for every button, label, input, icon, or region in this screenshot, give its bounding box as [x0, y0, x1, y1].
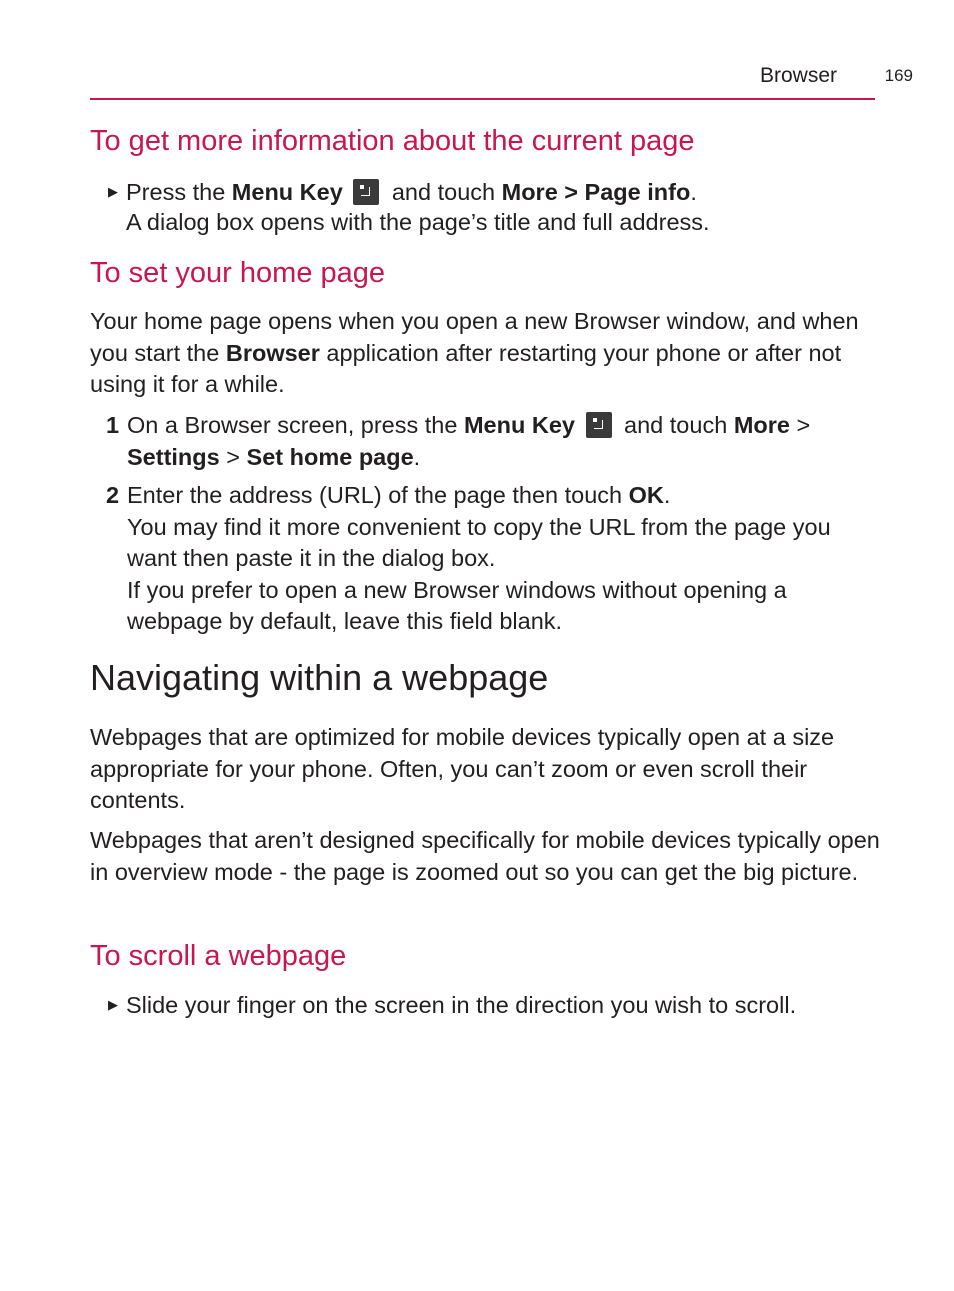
step-2-text: Enter the address (URL) of the page then touch OK. You may find it more convenient to copy the URL from the page you want then paste it in the dialog box. If you prefer to open a new Browser windows without opening a webpage by default, leave this field blank. [127, 482, 831, 634]
triangle-right-icon: ▶ [108, 184, 118, 199]
step-number: 1 [106, 412, 120, 438]
navigating-para-1: Webpages that are optimized for mobile devices typically open at a size appropriate for your phone. Often, you can’t zoom or even scroll their contents. [90, 724, 835, 814]
step-2 [90, 480, 880, 638]
scroll-bullet [90, 990, 880, 1020]
page-info-bullet-text: Press the Menu Key and touch More > Page info. A dialog box opens with the page’s title and full address. [126, 179, 710, 235]
section-title-scroll: To scroll a webpage [90, 940, 347, 972]
menu-key-icon [586, 412, 612, 438]
menu-key-icon [353, 179, 379, 205]
running-header-title: Browser [759, 64, 837, 87]
section-title-home-page: To set your home page [90, 257, 386, 289]
page-header [90, 62, 913, 100]
heading-navigating: Navigating within a webpage [90, 657, 549, 698]
step-1-text: On a Browser screen, press the Menu Key and touch More > Settings > Set home page. [127, 412, 811, 470]
step-number: 2 [106, 482, 120, 508]
page-info-bullet [90, 177, 880, 237]
home-page-intro: Your home page opens when you open a new Browser window, and when you start the Browser application after restarting your phone or after not using it for a while. [90, 308, 859, 398]
section-title-page-info: To get more information about the current page [90, 125, 695, 157]
scroll-bullet-text: Slide your finger on the screen in the direction you wish to scroll. [126, 992, 797, 1018]
triangle-right-icon: ▶ [108, 997, 118, 1012]
navigating-para-2: Webpages that aren’t designed specifically for mobile devices typically open in overview mode - the page is zoomed out so you can get the big picture. [90, 827, 880, 885]
step-1 [90, 410, 880, 473]
page-number: 169 [884, 66, 913, 85]
